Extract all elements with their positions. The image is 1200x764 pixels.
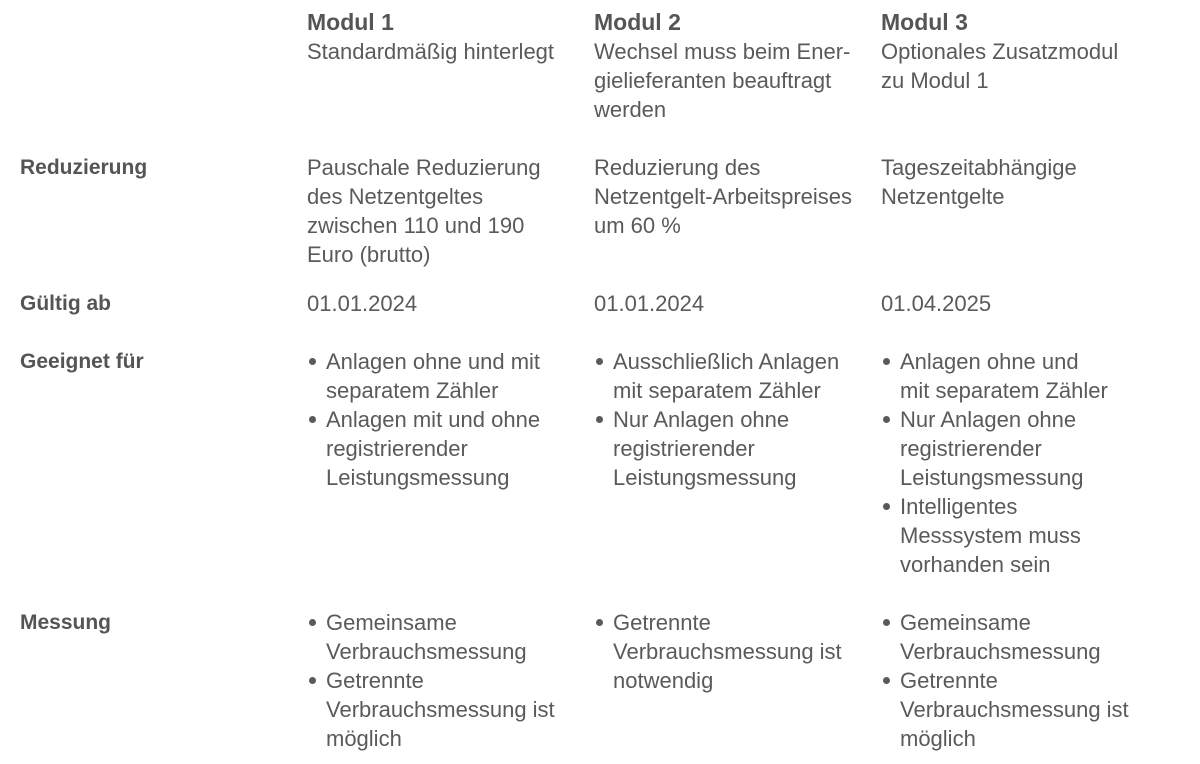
list-item: Ausschließlich Anlagen mit separatem Zähler bbox=[594, 347, 874, 405]
bullet-list bbox=[881, 608, 1181, 753]
cell-gueltig-modul-2: 01.01.2024 bbox=[594, 291, 705, 316]
row-label-reduzierung: Reduzierung bbox=[20, 156, 148, 179]
list-item: Intelligentes Messsystem muss vorhanden sein bbox=[881, 492, 1181, 579]
bullet-list bbox=[594, 608, 874, 695]
list-item: Nur Anlagen ohne registrierender Leistungsmessung bbox=[594, 405, 874, 492]
bullet-list bbox=[881, 347, 1181, 579]
bullet-list bbox=[307, 347, 582, 492]
column-header-modul-3 bbox=[881, 8, 1181, 95]
cell-gueltig-modul-1: 01.01.2024 bbox=[307, 291, 418, 316]
cell-geeignet-modul-3 bbox=[881, 347, 1181, 579]
bullet-icon bbox=[596, 358, 603, 365]
cell-reduzierung-modul-2: Reduzierung des Netzentgelt-Arbeitspreises um 60 % bbox=[594, 155, 853, 238]
cell-messung-modul-1 bbox=[307, 608, 582, 753]
list-item: Anlagen ohne und mit separatem Zähler bbox=[881, 347, 1181, 405]
list-item: Nur Anlagen ohne registrierender Leistungsmessung bbox=[881, 405, 1181, 492]
bullet-icon bbox=[309, 416, 316, 423]
bullet-list bbox=[594, 347, 874, 492]
bullet-icon bbox=[309, 619, 316, 626]
row-label-gueltig-ab: Gültig ab bbox=[20, 292, 111, 315]
list-item: Getrennte Verbrauchsmessung ist notwendig bbox=[594, 608, 874, 695]
column-title: Modul 1 bbox=[307, 9, 394, 35]
cell-reduzierung-modul-1: Pauschale Reduzierung des Netzentgeltes zwischen 110 und 190 Euro (brutto) bbox=[307, 155, 541, 267]
bullet-icon bbox=[883, 677, 890, 684]
column-subtitle: Standardmäßig hinterlegt bbox=[307, 39, 555, 64]
column-title: Modul 2 bbox=[594, 9, 681, 35]
bullet-icon bbox=[883, 503, 890, 510]
bullet-list bbox=[307, 608, 582, 753]
list-item: Gemeinsame Verbrauchsmessung bbox=[307, 608, 582, 666]
bullet-icon bbox=[596, 416, 603, 423]
bullet-icon bbox=[596, 619, 603, 626]
list-item: Getrennte Verbrauchsmessung ist möglich bbox=[881, 666, 1181, 753]
column-header-modul-2 bbox=[594, 8, 874, 124]
bullet-icon bbox=[309, 677, 316, 684]
bullet-icon bbox=[883, 416, 890, 423]
cell-gueltig-modul-3: 01.04.2025 bbox=[881, 291, 992, 316]
cell-messung-modul-3 bbox=[881, 608, 1181, 753]
column-title: Modul 3 bbox=[881, 9, 968, 35]
column-header-modul-1 bbox=[307, 8, 582, 66]
list-item: Gemeinsame Verbrauchsmessung bbox=[881, 608, 1181, 666]
list-item: Anlagen ohne und mit separatem Zähler bbox=[307, 347, 582, 405]
cell-messung-modul-2 bbox=[594, 608, 874, 695]
column-subtitle: Wechsel muss beim Ener- gielieferanten beauftragt werden bbox=[594, 39, 851, 122]
bullet-icon bbox=[309, 358, 316, 365]
list-item: Getrennte Verbrauchsmessung ist möglich bbox=[307, 666, 582, 753]
list-item: Anlagen mit und ohne registrierender Leistungsmessung bbox=[307, 405, 582, 492]
column-subtitle: Optionales Zusatzmodul zu Modul 1 bbox=[881, 39, 1119, 93]
cell-reduzierung-modul-3: Tageszeitabhängige Netzentgelte bbox=[881, 155, 1077, 209]
row-label-messung: Messung bbox=[20, 611, 112, 634]
cell-geeignet-modul-2 bbox=[594, 347, 874, 492]
bullet-icon bbox=[883, 358, 890, 365]
cell-geeignet-modul-1 bbox=[307, 347, 582, 492]
bullet-icon bbox=[883, 619, 890, 626]
row-label-geeignet-fuer: Geeignet für bbox=[20, 350, 144, 373]
